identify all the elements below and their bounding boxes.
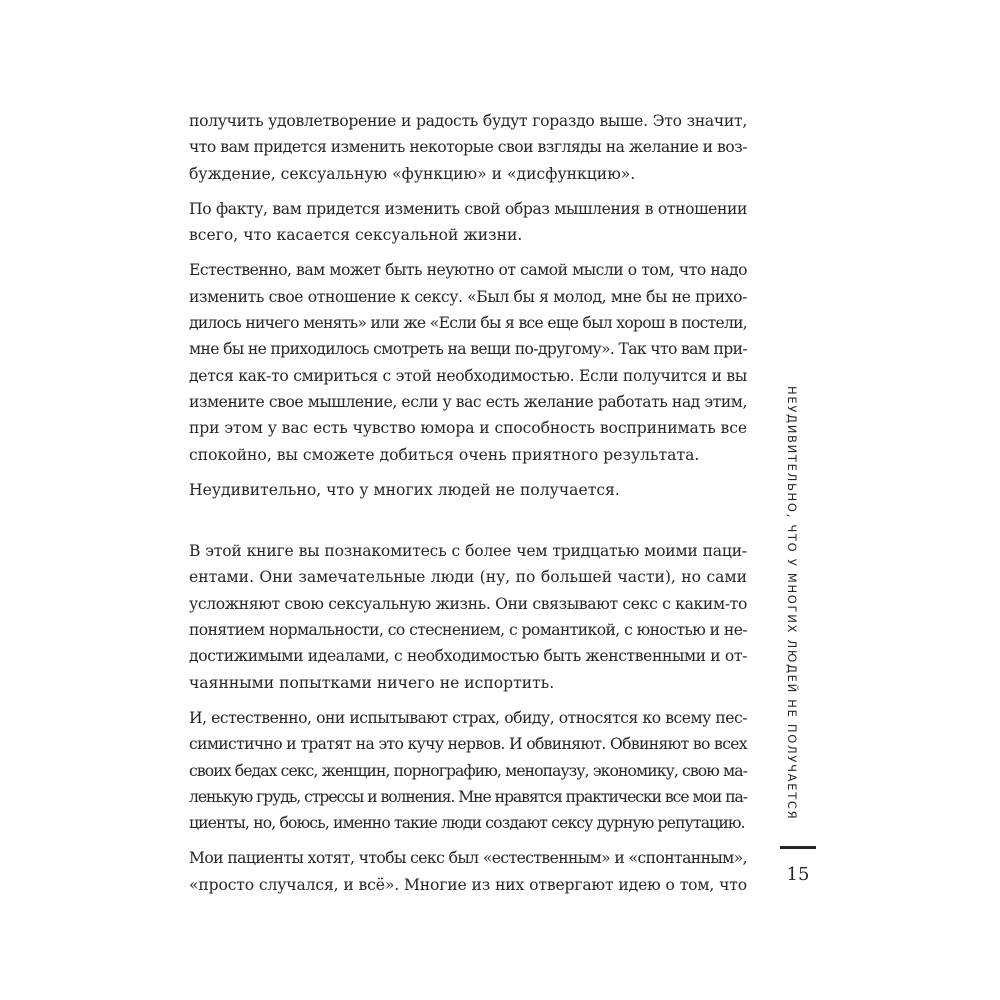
paragraph-4 xyxy=(189,477,747,503)
text-line: «просто случался, и всё». Многие из них отвергают идею о том, что xyxy=(189,875,747,894)
text-line: спокойно, вы сможете добиться очень приятного результата. xyxy=(189,445,700,464)
text-line: ентами. Они замечательные люди (ну, по большей части), но сами xyxy=(189,568,747,587)
body-text xyxy=(189,108,747,898)
text-line: В этой книге вы познакомитесь с более чем тридцатью моими паци- xyxy=(189,542,747,561)
text-line: чаянными попытками ничего не испортить. xyxy=(189,673,555,692)
text-line: при этом у вас есть чувство юмора и способность воспринимать все xyxy=(189,419,747,438)
text-line: По факту, вам придется изменить свой образ мышления в отношении xyxy=(189,199,747,218)
text-line: Неудивительно, что у многих людей не получается. xyxy=(189,480,620,499)
paragraph-3 xyxy=(189,257,747,467)
text-line: буждение, сексуальную «функцию» и «дисфункцию». xyxy=(189,164,636,183)
page-number: 15 xyxy=(786,864,810,885)
text-line: понятием нормальности, со стеснением, с романтикой, с юностью и не- xyxy=(189,621,747,640)
section-gap xyxy=(189,503,747,538)
text-line: изменить свое отношение к сексу. «Был бы я молод, мне бы не прихо- xyxy=(189,287,747,306)
text-line: дилось ничего менять» или же «Если бы я все еще был хорош в постели, xyxy=(189,314,747,333)
text-line: Естественно, вам может быть неуютно от самой мысли о том, что надо xyxy=(189,261,747,280)
text-line: дется как-то смириться с этой необходимостью. Если получится и вы xyxy=(189,366,747,385)
text-line: что вам придется изменить некоторые свои взгляды на желание и воз- xyxy=(189,138,747,157)
text-line: усложняют свою сексуальную жизнь. Они связывают секс с каким-то xyxy=(189,594,747,613)
text-line: мне бы не приходилось смотреть на вещи по-другому». Так что вам при- xyxy=(189,340,747,359)
paragraph-gap xyxy=(189,836,747,845)
running-head: НЕУДИВИТЕЛЬНО, ЧТО У МНОГИХ ЛЮДЕЙ НЕ ПОЛУЧАЕТСЯ xyxy=(785,386,799,821)
text-line: циенты, но, боюсь, именно такие люди создают сексу дурную репутацию. xyxy=(189,814,745,833)
paragraph-gap xyxy=(189,187,747,196)
text-line: всего, что касается сексуальной жизни. xyxy=(189,226,523,245)
paragraph-5 xyxy=(189,538,747,696)
paragraph-gap xyxy=(189,248,747,257)
paragraph-2 xyxy=(189,196,747,249)
page-number-rule xyxy=(780,846,816,849)
paragraph-7 xyxy=(189,845,747,898)
text-line: Мои пациенты хотят, чтобы секс был «естественным» и «спонтанным», xyxy=(189,849,747,868)
text-line: достижимыми идеалами, с необходимостью быть женственными и от- xyxy=(189,647,747,666)
paragraph-gap xyxy=(189,696,747,705)
text-line: измените свое мышление, если у вас есть желание работать над этим, xyxy=(189,392,747,411)
text-line: своих бедах секс, женщин, порнографию, менопаузу, экономику, свою ма- xyxy=(189,761,747,780)
text-line: И, естественно, они испытывают страх, обиду, относятся ко всему пес- xyxy=(189,708,747,727)
text-line: получить удовлетворение и радость будут гораздо выше. Это значит, xyxy=(189,112,747,130)
text-line: симистично и тратят на это кучу нервов. И обвиняют. Обвиняют во всех xyxy=(189,735,747,754)
paragraph-gap xyxy=(189,468,747,477)
paragraph-1 xyxy=(189,108,747,187)
text-line: ленькую грудь, стрессы и волнения. Мне нравятся практически все мои па- xyxy=(189,787,747,806)
paragraph-6 xyxy=(189,705,747,836)
